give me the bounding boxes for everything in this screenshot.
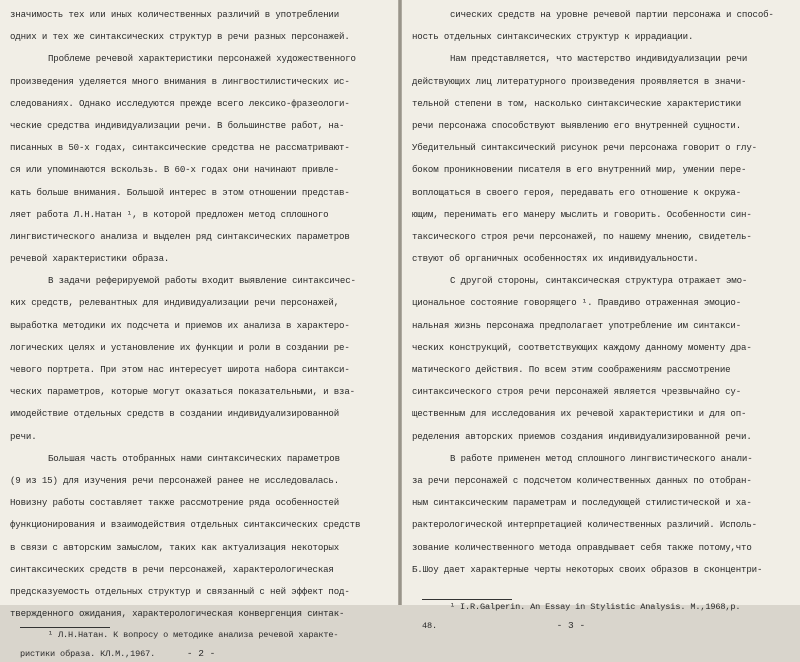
left-page [0,0,398,660]
text-line: Б.Шоу дает характерные черты некоторых своих образов в сконцентри- [412,563,763,575]
text-line: лингвистического анализа и выделен ряд синтаксических параметров [10,230,350,242]
page-number: - 3 - [556,619,586,631]
text-line: твержденного ожидания, характерологическая конвергенция синтак- [10,608,345,620]
text-line: Новизну работы составляет также рассмотрение ряда особенностей [10,497,340,509]
text-line: синтаксических средств в речи персонажей, характерологическая [10,563,334,575]
text-line: ющим, перенимать его манеру мыслить и говорить. Особенности син- [412,208,752,220]
page-number: - 2 - [186,648,216,660]
text-line: зование количественного метода оправдывает себя также потому,что [412,541,752,553]
text-line: Проблеме речевой характеристики персонажей художественного [48,53,356,65]
text-line: ределения авторских приемов создания индивидуализированной речи. [412,430,752,442]
text-line: логических целях и установление их функции и роли в создании ре- [10,341,350,353]
text-line: синтаксического строя речи персонажей является чрезвычайно су- [412,386,742,398]
text-line: В задачи реферируемой работы входит выявление синтаксичес- [48,275,356,287]
text-line: предсказуемость отдельных структур и связанный с ней эффект под- [10,585,350,597]
text-line: произведения уделяется много внимания в лингвостилистических ис- [10,75,350,87]
text-line: чевого портрета. При этом нас интересует широта набора синтакси- [10,364,350,375]
text-line: ным синтаксическим параметрам и последующей стилистической и ха- [412,497,752,509]
footnote-line: ристики образа. КЛ.М.,1967. [20,649,156,660]
left-body [10,4,390,625]
text-line: имодействие отдельных средств в создании индивидуализированной [10,408,340,420]
text-line: В работе применен метод сплошного лингвистического анали- [450,452,753,464]
text-line: одних и тех же синтаксических структур в речи разных персонажей. [10,31,350,43]
text-line: воплощаться в своего героя, передавать его отношение к окружа- [412,186,742,198]
text-line: щественным для исследования их речевой характеристики и для оп- [412,408,747,420]
text-line: ческих параметров, которые могут оказаться показательными, и вза- [10,386,355,398]
text-line: ких средств, релевантных для индивидуализации речи персонажей, [10,297,340,309]
text-line: писанных в 50-х годах, синтаксические средства не рассматривают- [10,142,350,154]
right-page [402,0,800,631]
text-line: Нам представляется, что мастерство индивидуализации речи [450,53,748,65]
text-line: действующих лиц литературного произведения проявляется в значи- [412,75,747,87]
text-line: ся или упоминаются вскользь. В 60-х годах они начинают привле- [10,164,340,176]
text-line: ляет работа Л.Н.Натан ¹, в которой предложен метод сплошного [10,208,329,220]
text-line: (9 из 15) для изучения речи персонажей ранее не исследовалась. [10,474,340,486]
text-line: циональное состояние говорящего ¹. Правдиво отраженная эмоцио- [412,297,742,309]
text-line: за речи персонажей с подсчетом количественных данных по отобран- [412,474,752,486]
right-footnote [412,600,794,634]
text-line: речи персонажа способствуют выявлению его внутренней сущности. [412,119,742,131]
left-footnote [10,628,390,662]
text-line: ность отдельных синтаксических структур к иррадиации. [412,31,694,43]
text-line: Большая часть отобранных нами синтаксических параметров [48,452,340,464]
footnote-line: ¹ Л.Н.Натан. К вопросу о методике анализа речевой характе- [48,630,339,641]
footnote-line: 48. [422,620,438,631]
text-line: следованиях. Однако исследуются прежде всего лексико-фразеологи- [10,97,350,109]
text-line: боком проникновении писателя в его внутренний мир, умении пере- [412,164,747,176]
footnote-line: ¹ I.R.Galperin. An Essay in Stylistic Analysis. M.,1968,p. [450,601,741,612]
text-line: значимость тех или иных количественных различий в употреблении [10,9,340,20]
text-line: в связи с авторским замыслом, таких как актуализация некоторых [10,541,340,553]
text-line: ствуют об органичных особенностях их индивидуальности. [412,253,699,265]
text-line: тельной степени в том, насколько синтаксические характеристики [412,97,742,109]
text-line: сических средств на уровне речевой партии персонажа и способ- [450,9,774,20]
right-body [412,4,794,581]
text-line: речевой характеристики образа. [10,253,170,265]
text-line: таксического строя речи персонажей, по нашему мнению, свидетель- [412,230,752,242]
text-line: С другой стороны, синтаксическая структура отражает эмо- [450,275,748,287]
text-line: матического действия. По всем этим соображениям рассмотрение [412,364,731,375]
text-line: рактерологической интерпретацией количественных различий. Исполь- [412,519,757,531]
text-line: нальная жизнь персонажа предполагает употребление им синтакси- [412,319,742,331]
text-line: выработка методики их подсчета и приемов их анализа в характеро- [10,319,350,331]
text-line: ческих конструкций, соответствующих каждому данному моменту дра- [412,341,752,353]
text-line: ческие средства индивидуализации речи. В большинстве работ, на- [10,119,345,131]
text-line: речи. [10,430,37,442]
text-line: функционирования и взаимодействия отдельных синтаксических средств [10,519,361,531]
text-line: Убедительный синтаксический рисунок речи персонажа говорит о глу- [412,142,757,154]
text-line: кать больше внимания. Большой интерес в этом отношении представ- [10,186,350,198]
